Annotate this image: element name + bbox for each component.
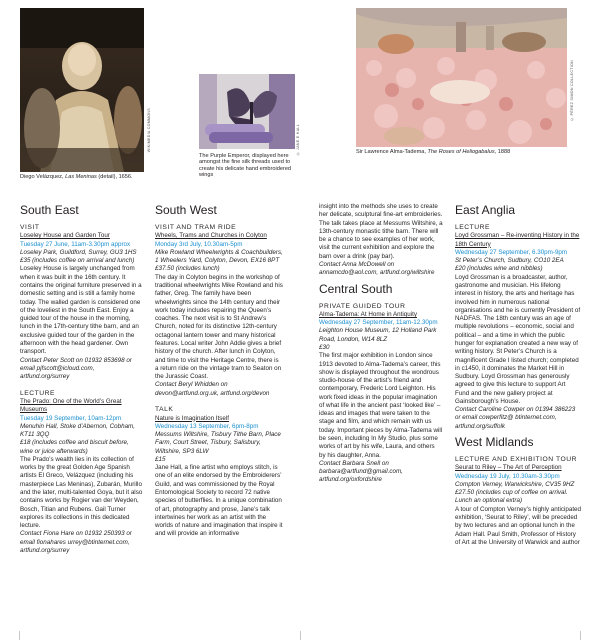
event-contact: Contact Beryl Whidden on devon@artfund.org.uk, artfund.org/devon <box>155 381 270 397</box>
column-south-west <box>155 203 283 539</box>
event-venue: Messums Wiltshire, Tisbury Tithe Barn, Place Farm, Court Street, Tisbury, Salisbury, Wiltshire, SP3 6LW <box>155 431 281 455</box>
region-heading-south-west: South West <box>155 203 217 217</box>
region-heading-central-south: Central South <box>319 281 393 296</box>
event-category: LECTURE AND EXHIBITION TOUR <box>455 456 577 464</box>
event-contact: Contact Barbara Snell on barbara@artfund@gmail.com, artfund.org/oxfordshire <box>319 459 403 484</box>
event-body: A tour of Compton Verney’s highly anticipated exhibition, ‘Seurat to Riley’, will be preceded by two lectures and an optional lunch in the Adam Hall. Paul Smith, Professor of History of Art at the University of Warwick and author <box>455 505 582 546</box>
roses-credit: © PÉREZ SIMON COLLECTION <box>570 60 574 121</box>
event-title-link[interactable]: Nature is Imagination Itself <box>155 414 229 422</box>
event-body: Loseley House is largely unchanged from when it was built in the 16th century. It contains the original furniture preserved in a domestic setting and is still a family home today. The walled garden is considered one of the loveliest in the South East. Enjoy a guided tour of the house in the morning, lunch in the 17th-century tithe barn, and an exclusive guided tour of the garden in the afternoon with the head gardener. Own transport. <box>20 265 142 356</box>
event-date: Wednesday 13 September, 6pm-8pm <box>155 422 259 430</box>
event-body: The Prado’s wealth lies in its collection of works by the great Golden Age Spanish artists El Greco, Velázquez (including his masterpiece Las Meninas), Zubarán, Murillo and the later, multi-talented Goya, but it also contains works by Rogier van der Weyden, Bosch, Titian and Rubens. Gail Turner explores its collections in this dedicated lecture. <box>20 455 143 530</box>
fold-mark-left <box>19 631 20 640</box>
roses-of-heliogabalus-illustration <box>356 8 567 147</box>
event-title-link[interactable]: The Prado: One of the World’s Great Museums <box>20 397 122 414</box>
event-title-link[interactable]: Loyd Grossman – Re-inventing History in the 18th Century <box>455 232 580 248</box>
event-price: £30 <box>319 343 330 351</box>
event-title-link[interactable]: Wheels, Trams and Churches in Colyton <box>155 232 267 240</box>
purple-emperor-image <box>199 74 295 149</box>
event-category: LECTURE <box>455 224 491 231</box>
fold-mark-center <box>300 631 301 640</box>
roses-caption: Sir Lawrence Alma-Tadema, The Roses of Heliogabalus, 1888 <box>356 149 511 155</box>
purple-emperor-credit: © JANE E HALL <box>296 124 300 156</box>
event-venue: Compton Verney, Warwickshire, CV35 9HZ £27.50 (includes cup of coffee on arrival. Lunch an optional extra) <box>455 480 575 505</box>
event-body: Loyd Grossman is a broadcaster, author, gastronome and musician. His lifelong interest in history, the arts and heritage has involved him in numerous national organisations and he is currently President of NADFAS. The 18th century was an age of multiple revolutions – economic, social and political – and a time in which the public hunger for explanation created a new way of writing history. St Peter’s Church is a magnificent Grade I listed church; completed in c1450, it dominates the Market Hill in Sudbury. Loyd Grossman has generously agreed to give this lecture to support Art Fund and the new gallery project at Gainsborough’s House. <box>455 273 581 405</box>
column-south-east <box>20 203 143 555</box>
event-date: Wednesday 19 July, 10.30am-3.30pm <box>455 472 560 480</box>
las-meninas-credit: WIKIMEDIA COMMONS <box>147 108 151 153</box>
event-price: £18 (includes coffee and biscuit before, wine or juice afterwards) <box>20 439 129 455</box>
event-date: Tuesday 19 September, 10am-12pm <box>20 414 122 422</box>
event-category: LECTURE <box>20 389 56 397</box>
roses-of-heliogabalus-image <box>356 8 567 147</box>
region-heading-east-anglia: East Anglia <box>455 203 516 217</box>
region-heading-west-midlands: West Midlands <box>455 435 534 450</box>
event-venue: St Peter’s Church, Sudbury, CO10 2EA <box>455 257 564 265</box>
event-category: VISIT AND TRAM RIDE <box>155 224 237 231</box>
event-venue: Leighton House Museum, 12 Holland Park Road, London, W14 8LZ <box>319 327 437 343</box>
event-contact: Contact Caroline Cowper on 01394 386223 or email cowperfitz@ btinternet.com, artfund.org/suffolk <box>455 406 576 430</box>
event-body: The day in Colyton begins in the workshop of traditional wheelwrights Mike Rowland and his father, Greg. The family have been wheelwrights since the 14th century and their work today includes repairing the Queen’s coaches. The next visit is to St Andrew’s Church, noted for its distinctive 12th-century octagonal lantern tower and many historical features. Local writer John Addie gives a brief history of the church. After lunch in Colyton, and time to visit the Heritage Centre, there is a return ride on the vintage tram to Seaton on the Jurassic Coast. <box>155 273 283 381</box>
event-price: £20 (includes wine and nibbles) <box>455 265 543 273</box>
event-title-link[interactable]: Alma-Tadema: At Home in Antiquity <box>319 310 417 318</box>
fold-mark-right <box>580 631 581 640</box>
column-east-anglia <box>455 203 581 547</box>
purple-emperor-illustration <box>199 74 295 149</box>
event-date: Wednesday 27 September, 11am-12.30pm <box>319 319 438 327</box>
event-date: Wednesday 27 September, 6.30pm-9pm <box>455 248 568 256</box>
event-contact: Contact Fiona Hare on 01932 250393 or email fionahares urrey@btinternet.com, artfund.org/surrey <box>20 530 132 555</box>
event-date: Monday 3rd July, 10.30am-5pm <box>155 240 243 248</box>
event-price: £15 <box>155 455 166 463</box>
event-body-continued: insight into the methods she uses to create her delicate, sculptural fine-art embroideries. The talk takes place at Messums Wiltshire, a 13th-century monastic tithe barn. There will be a chance to see examples of her work, visit the current exhibition and explore the barn over a drink (pay bar). <box>319 203 443 260</box>
event-venue: Mike Rowland Wheelwrights & Coachbuilders, 1 Wheelers Yard, Colyton, Devon, EX16 8PT £37.50 (includes lunch) <box>155 248 283 273</box>
event-category: TALK <box>155 406 174 414</box>
las-meninas-image <box>20 8 144 172</box>
las-meninas-illustration <box>20 8 144 172</box>
event-body: The first major exhibition in London since 1913 devoted to Alma-Tadema’s career, this show is displayed throughout the wondrous studio-house of the artist’s friend and contemporary, Frederic Lord Leighton. His work fixed ideas in the popular imagination of what life in the ancient past ‘looked like’ – ideas and images that were taken to the stage and film, and which remain with us today. Important pieces by Alma-Tadema will be seen, including In My Studio, plus some works of art by his wife, Laura, and others by his daughter, Anna. <box>319 352 443 459</box>
purple-emperor-caption: The Purple Emperor, displayed here amongst the fine silk threads used to create his delicate hand embroidered wings <box>199 153 292 179</box>
event-body: Jane Hall, a fine artist who employs stitch, is one of an elite endorsed by the Embroiderers’ Guild, and was commissioned by the Royal Entomological Society to record 72 native species of butterflies. In a unique combination of art, photography and prose, Jane’s talk intertwines her work as an artist with the worlds of nature and imagination that inspire it and will provide an informative <box>155 464 283 538</box>
event-venue: Loseley Park, Guildford, Surrey, GU3 1HS <box>20 248 137 256</box>
event-price: £35 (includes coffee on arrival and lunch) <box>20 257 135 265</box>
event-title-link[interactable]: Seurat to Riley – The Art of Perception <box>455 464 562 472</box>
column-central-south <box>319 203 443 485</box>
event-date: Tuesday 27 June, 11am-3.30pm approx <box>20 240 131 248</box>
event-category: PRIVATE GUIDED TOUR <box>319 302 406 310</box>
event-contact: Contact Peter Scott on 01932 853698 or email pjfscott@icloud.com, artfund.org/surrey <box>20 356 132 381</box>
event-title-link[interactable]: Loseley House and Garden Tour <box>20 232 110 240</box>
event-venue: Menuhin Hall, Stoke d’Abernon, Cobham, KT11 3QQ <box>20 422 135 439</box>
event-category: VISIT <box>20 224 40 231</box>
region-heading-south-east: South East <box>20 203 79 217</box>
las-meninas-caption: Diego Velázquez, Las Meninas (detail), 1656. <box>20 174 133 180</box>
event-contact: Contact Anna McDowell on annamcdo@aol.com, artfund.org/wiltshire <box>319 260 435 277</box>
